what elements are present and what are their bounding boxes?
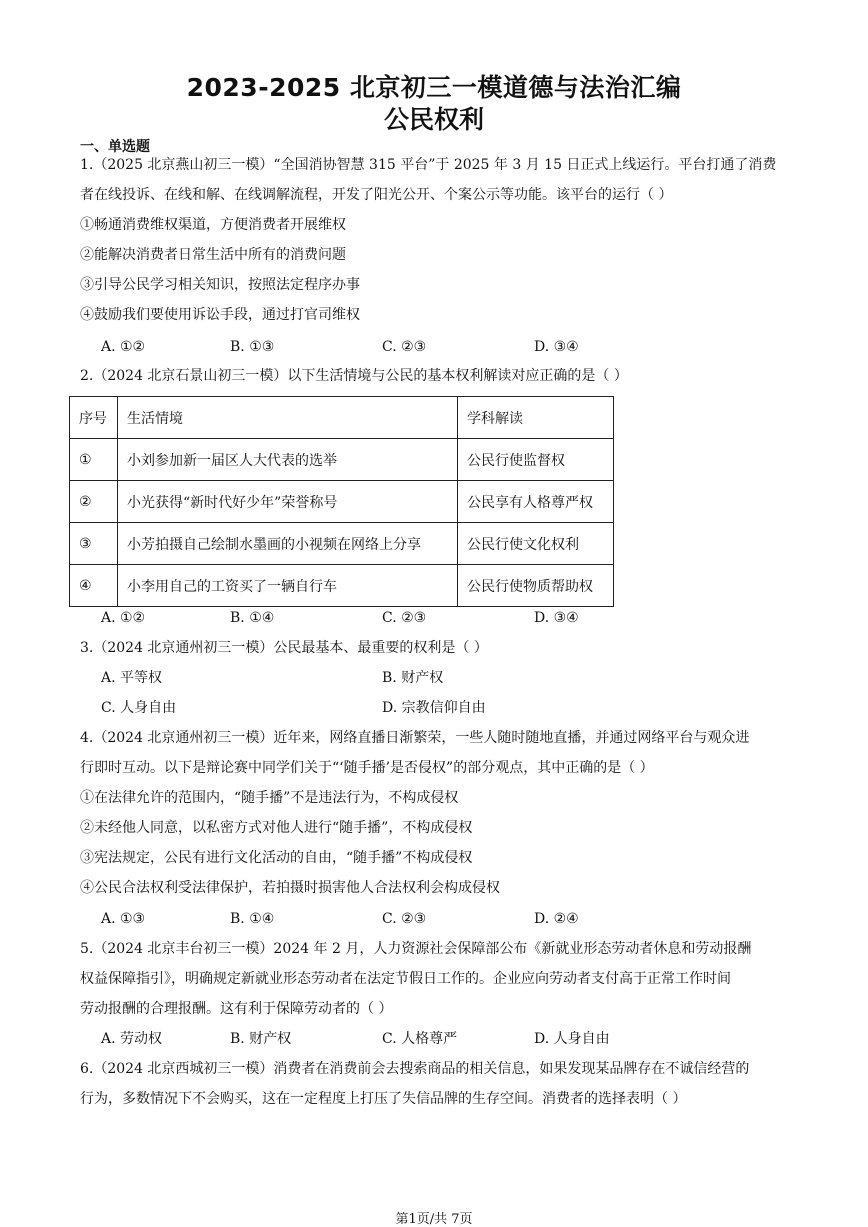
page-number: 第1页/共 7页 [395,1212,473,1227]
table-cell: 小芳拍摄自己绘制水墨画的小视频在网络上分享 [118,523,458,565]
question-4-option-d: D. ②④ [534,911,579,927]
table-cell: 小光获得“新时代好少年”荣誉称号 [118,481,458,523]
question-1-statement: ③引导公民学习相关知识，按照法定程序办事 [80,277,360,293]
table-header-cell: 生活情境 [118,397,458,439]
question-1-option-d: D. ③④ [534,339,579,355]
question-4-statement: ①在法律允许的范围内，“随手播”不是违法行为，不构成侵权 [80,790,459,806]
question-3-text: 3.（2024 北京通州初三一模）公民最基本、最重要的权利是（ ） [80,640,488,656]
question-5-text: 5.（2024 北京丰台初三一模）2024 年 2 月，人力资源社会保障部公布《新就业形态劳动者休息和劳动报酬 [80,941,752,957]
table-cell: ② [70,481,118,523]
question-2-table [69,396,614,607]
page-subtitle: 公民权利 [383,105,484,134]
question-1-text: 者在线投诉、在线和解、在线调解流程，开发了阳光公开、个案公示等功能。该平台的运行（ ） [80,187,673,203]
question-3-option-b: B. 财产权 [382,670,444,686]
question-2-option-b: B. ①④ [230,610,275,626]
table-cell: 公民行使监督权 [458,439,614,481]
question-2-option-a: A. ①② [101,610,146,626]
table-cell: 小李用自己的工资买了一辆自行车 [118,565,458,607]
question-3-option-a: A. 平等权 [101,670,163,686]
table-header-cell: 学科解读 [458,397,614,439]
table-cell: 小刘参加新一届区人大代表的选举 [118,439,458,481]
table-cell: ① [70,439,118,481]
question-5-option-a: A. 劳动权 [101,1031,163,1047]
table-cell: 公民享有人格尊严权 [458,481,614,523]
question-3-option-c: C. 人身自由 [101,700,177,716]
question-4-statement: ③宪法规定，公民有进行文化活动的自由，“随手播”不构成侵权 [80,850,473,866]
table-cell: ④ [70,565,118,607]
question-4-statement: ②未经他人同意，以私密方式对他人进行“随手播”，不构成侵权 [80,820,473,836]
question-1-text: 1.（2025 北京燕山初三一模）“全国消协智慧 315 平台”于 2025 年 3 月 15 日正式上线运行。平台打通了消费 [80,157,777,173]
question-4-text: 4.（2024 北京通州初三一模）近年来，网络直播日渐繁荣，一些人随时随地直播，并通过网络平台与观众进 [80,730,750,746]
question-1-option-c: C. ②③ [382,339,427,355]
table-row [70,439,614,481]
table-header-cell: 序号 [70,397,118,439]
table-row [70,523,614,565]
question-1-statement: ②能解决消费者日常生活中所有的消费问题 [80,247,346,263]
question-6-text: 6.（2024 北京西城初三一模）消费者在消费前会去搜索商品的相关信息，如果发现某品牌存在不诚信经营的 [80,1061,750,1077]
page-title: 2023-2025 北京初三一模道德与法治汇编 [186,73,682,102]
question-5-text: 权益保障指引》，明确规定新就业形态劳动者在法定节假日工作的。企业应向劳动者支付高于正常工作时间 [80,971,731,987]
section-heading: 一、单选题 [80,139,150,155]
table-row [70,481,614,523]
question-5-text: 劳动报酬的合理报酬。这有利于保障劳动者的（ ） [80,1001,393,1017]
question-4-text: 行即时互动。以下是辩论赛中同学们关于“‘随手播’是否侵权”的部分观点，其中正确的是（ ） [80,760,654,776]
table-row [70,565,614,607]
question-4-option-c: C. ②③ [382,911,427,927]
question-2-text: 2.（2024 北京石景山初三一模）以下生活情境与公民的基本权利解读对应正确的是（ ） [80,368,628,384]
question-3-option-d: D. 宗教信仰自由 [382,700,486,716]
question-4-statement: ④公民合法权利受法律保护，若拍摄时损害他人合法权利会构成侵权 [80,880,500,896]
question-6-text: 行为，多数情况下不会购买，这在一定程度上打压了失信品牌的生存空间。消费者的选择表明（ ） [80,1091,687,1107]
question-1-option-a: A. ①② [101,339,146,355]
table-cell: 公民行使文化权利 [458,523,614,565]
question-1-statement: ④鼓励我们要使用诉讼手段，通过打官司维权 [80,307,360,323]
question-4-option-b: B. ①④ [230,911,275,927]
table-cell: ③ [70,523,118,565]
table-header-row [70,397,614,439]
question-2-option-d: D. ③④ [534,610,579,626]
question-5-option-d: D. 人身自由 [534,1031,610,1047]
question-4-option-a: A. ①③ [101,911,146,927]
question-5-option-b: B. 财产权 [230,1031,292,1047]
table-cell: 公民行使物质帮助权 [458,565,614,607]
question-1-statement: ①畅通消费维权渠道，方便消费者开展维权 [80,217,346,233]
question-1-option-b: B. ①③ [230,339,275,355]
question-5-option-c: C. 人格尊严 [382,1031,458,1047]
question-2-option-c: C. ②③ [382,610,427,626]
